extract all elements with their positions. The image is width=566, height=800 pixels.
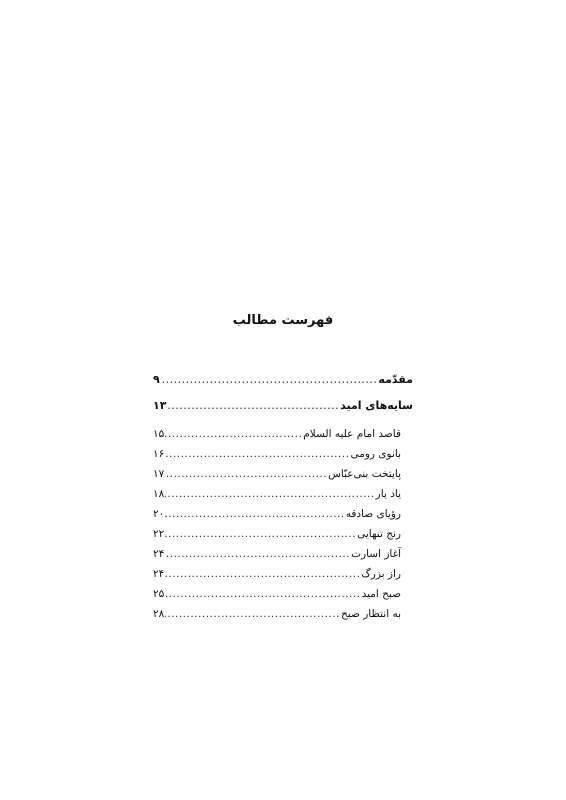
entry-label: آغاز اسارت [351, 548, 401, 560]
toc-entry [153, 398, 413, 414]
dot-leader [161, 372, 378, 388]
toc-entry [153, 566, 413, 582]
entry-label: به انتظار صبح [341, 608, 401, 620]
toc-entry [153, 506, 413, 522]
dot-leader [165, 426, 302, 442]
entry-label: رنج تنهایی [357, 528, 401, 540]
toc-entry [153, 426, 413, 442]
toc-entry [153, 586, 413, 602]
dot-leader [165, 526, 356, 542]
dot-leader [165, 506, 344, 522]
dot-leader [165, 446, 349, 462]
entry-page-number: ۱۵ [153, 428, 165, 440]
dot-leader [165, 586, 360, 602]
entry-page-number: ۹ [153, 373, 160, 386]
entry-label: راز بزرگ [361, 568, 401, 580]
toc-entry [153, 466, 413, 482]
dot-leader [165, 566, 360, 582]
toc-title: فهرست مطالب [232, 313, 334, 328]
entry-label: پایتخت بنی‌عبّاس [328, 468, 401, 480]
toc-entry [153, 446, 413, 462]
entry-page-number: ۲۴ [153, 568, 165, 580]
entry-label: یاد یار [375, 488, 401, 500]
entry-page-number: ۲۸ [153, 608, 165, 620]
entry-label: سایه‌های امید [340, 399, 413, 412]
toc-entry [153, 372, 413, 388]
entry-page-number: ۱۷ [153, 468, 165, 480]
dot-leader [165, 546, 350, 562]
dot-leader [165, 606, 340, 622]
entry-page-number: ۲۰ [153, 508, 165, 520]
entry-label: قاصد امام عليه السلام [303, 428, 401, 440]
dot-leader [167, 398, 339, 414]
dot-leader [165, 486, 374, 502]
toc-entry [153, 546, 413, 562]
toc-entry [153, 606, 413, 622]
entry-page-number: ۲۲ [153, 528, 165, 540]
entry-page-number: ۲۴ [153, 548, 165, 560]
entry-label: رؤیای صادقه [345, 508, 401, 520]
entry-page-number: ۱۶ [153, 448, 165, 460]
entry-page-number: ۲۵ [153, 588, 165, 600]
entry-page-number: ۱۳ [153, 399, 167, 412]
entry-label: صبح امید [361, 588, 401, 600]
dot-leader [165, 466, 327, 482]
entry-label: مقدّمه [378, 373, 413, 386]
entry-label: بانوی رومی [350, 448, 401, 460]
entry-page-number: ۱۸ [153, 488, 165, 500]
toc-entry [153, 526, 413, 542]
toc-entry [153, 486, 413, 502]
